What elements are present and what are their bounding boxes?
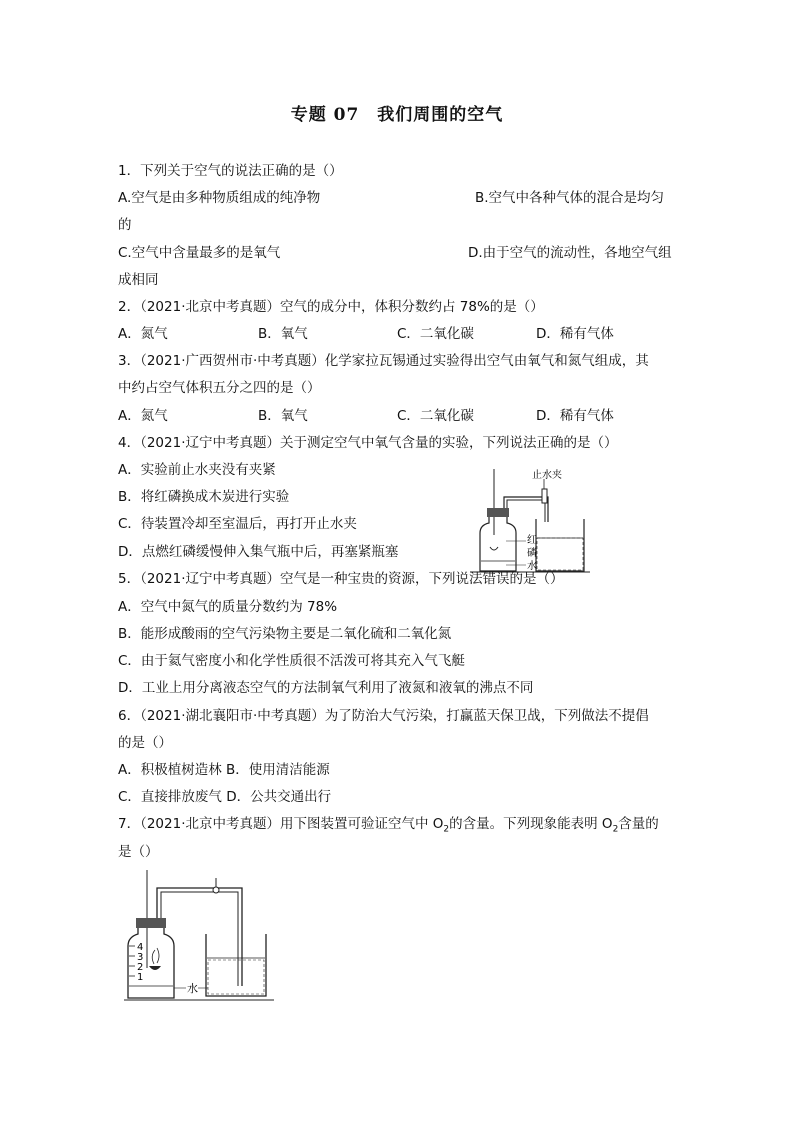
q7-mark-1: 1 (137, 972, 144, 983)
q1-option-b: B.空气中各种气体的混合是均匀 (475, 190, 665, 206)
q2-option-a: A．氮气 (118, 326, 168, 342)
q7-stem (118, 815, 659, 839)
q4-stem: 4．（2021·辽宁中考真题）关于测定空气中氧气含量的实验，下列说法正确的是（） (118, 435, 618, 451)
q1-option-d-continued: 成相同 (118, 272, 159, 288)
q7-stopper (136, 918, 166, 928)
q7-mark-2: 2 (137, 962, 144, 973)
q7-apparatus-figure (124, 868, 284, 1008)
q2-option-b: B．氧气 (258, 326, 308, 342)
q3-option-b: B．氧气 (258, 408, 308, 424)
q6-stem: 6．（2021·湖北襄阳市·中考真题）为了防治大气污染，打赢蓝天保卫战，下列做法不提倡 (118, 708, 649, 724)
q3-stem: 3．（2021·广西贺州市·中考真题）化学家拉瓦锡通过实验得出空气由氧气和氮气组成，其 (118, 353, 649, 369)
q4-clamp-label: 止水夹 (532, 470, 562, 481)
q5-option-a: A．空气中氮气的质量分数约为 78% (118, 599, 338, 615)
q7-o2-subscript-2: 2 (612, 824, 619, 835)
q7-gas-jar (128, 928, 174, 998)
q6-options-ab: A．积极植树造林 B．使用清洁能源 (118, 762, 330, 778)
q2-option-d: D．稀有气体 (536, 326, 614, 342)
q7-mark-4: 4 (137, 942, 144, 953)
q3-stem-continued: 中约占空气体积五分之四的是（） (118, 380, 321, 396)
q4-phosphorus-label-1: 红 (527, 535, 537, 546)
q7-clamp (213, 887, 219, 893)
q7-combustion-spoon (149, 966, 161, 970)
q4-gas-jar (480, 517, 516, 571)
q1-option-c: C.空气中含量最多的是氧气 (118, 245, 281, 261)
q4-water-label: 水 (527, 561, 537, 572)
q1-option-a: A.空气是由多种物质组成的纯净物 (118, 190, 321, 206)
q7-stem-continued: 是（） (118, 844, 159, 860)
document-title: 专题 07 我们周围的空气 (290, 105, 504, 125)
q4-apparatus-figure (470, 467, 595, 579)
q5-option-d: D．工业上用分离液态空气的方法制氧气利用了液氮和液氧的沸点不同 (118, 680, 534, 696)
q5-option-c: C．由于氦气密度小和化学性质很不活泼可将其充入气飞艇 (118, 653, 465, 669)
q3-option-d: D．稀有气体 (536, 408, 614, 424)
q2-option-c: C．二氧化碳 (397, 326, 474, 342)
q3-option-a: A．氮气 (118, 408, 168, 424)
q4-clamp (542, 489, 547, 503)
q7-stem-part-2: 的含量。下列现象能表明 O (449, 816, 613, 832)
q7-stem-part-1: 7．（2021·北京中考真题）用下图装置可验证空气中 O (118, 816, 444, 832)
q1-stem: 1．下列关于空气的说法正确的是（） (118, 163, 343, 179)
q7-stem-part-3: 含量的 (618, 816, 659, 832)
q4-option-d: D．点燃红磷缓慢伸入集气瓶中后，再塞紧瓶塞 (118, 544, 399, 560)
q5-stem: 5．（2021·辽宁中考真题）空气是一种宝贵的资源，下列说法错误的是（） (118, 571, 564, 587)
q4-option-c: C．待装置冷却至室温后，再打开止水夹 (118, 516, 357, 532)
q7-beaker (206, 934, 266, 996)
q4-phosphorus-label-2: 磷 (527, 548, 537, 559)
q7-mark-3: 3 (137, 952, 144, 963)
q7-o2-subscript-1: 2 (443, 824, 450, 835)
q4-beaker (536, 519, 584, 571)
q3-option-c: C．二氧化碳 (397, 408, 474, 424)
q4-stopper (487, 508, 509, 517)
q5-option-b: B．能形成酸雨的空气污染物主要是二氧化硫和二氧化氮 (118, 626, 452, 642)
q6-stem-continued: 的是（） (118, 735, 172, 751)
q2-stem: 2．（2021·北京中考真题）空气的成分中，体积分数约占 78%的是（） (118, 299, 544, 315)
q1-option-b-continued: 的 (118, 217, 132, 233)
q4-option-a: A．实验前止水夹没有夹紧 (118, 462, 276, 478)
q4-option-b: B．将红磷换成木炭进行实验 (118, 489, 290, 505)
q6-options-cd: C．直接排放废气 D．公共交通出行 (118, 789, 332, 805)
q7-water-label: 水 (187, 982, 198, 995)
q4-glass-tube (504, 497, 548, 522)
q1-option-d: D.由于空气的流动性，各地空气组 (468, 245, 672, 261)
